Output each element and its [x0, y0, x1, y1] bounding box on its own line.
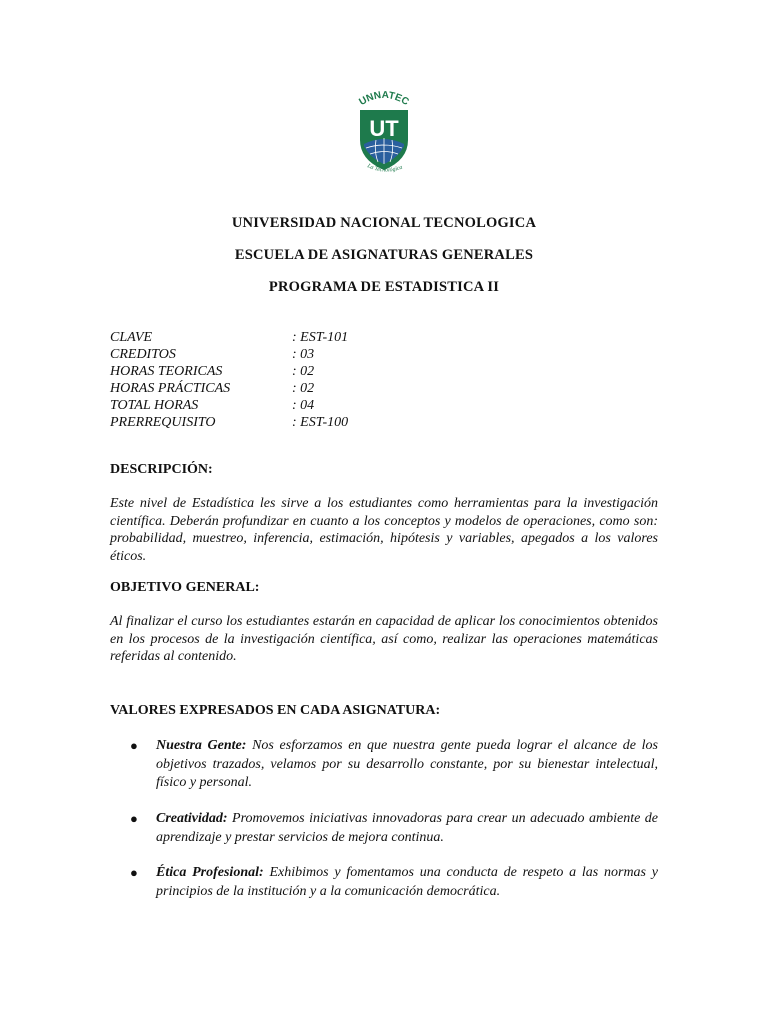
info-label: CREDITOS — [110, 347, 176, 362]
info-value: : EST-101 — [292, 330, 349, 345]
list-item — [130, 737, 658, 793]
info-row — [110, 363, 348, 380]
info-label: TOTAL HORAS — [110, 398, 199, 413]
list-item-text — [156, 737, 658, 793]
list-item — [130, 864, 658, 901]
info-label: CLAVE — [110, 330, 153, 345]
list-item — [130, 810, 658, 847]
info-label: HORAS TEORICAS — [110, 364, 223, 379]
objective-heading: OBJETIVO GENERAL: — [110, 580, 260, 595]
info-row — [110, 346, 348, 363]
bullet-icon: ● — [130, 865, 138, 880]
bullet-icon: ● — [130, 811, 138, 826]
info-value: : 02 — [292, 364, 315, 379]
list-item-text — [156, 864, 658, 901]
list-item-text — [156, 810, 658, 847]
logo-emblem: UT — [369, 116, 399, 141]
info-value: : 03 — [292, 347, 315, 362]
info-value: : 04 — [292, 398, 315, 413]
value-description: Exhibimos y fomentamos una conducta de respeto a las normas y principios de la institución y a la comunicación democrática. — [156, 865, 659, 899]
value-name: Creatividad: — [156, 811, 228, 826]
value-description: Nos esforzamos en que nuestra gente pueda lograr el alcance de los objetivos trazados, velamos por su desarrollo constante, por su bienestar intelectual, físico y personal. — [156, 738, 658, 790]
school-title: ESCUELA DE ASIGNATURAS GENERALES — [234, 247, 534, 263]
info-label: PRERREQUISITO — [110, 415, 216, 430]
description-heading: DESCRIPCIÓN: — [110, 462, 213, 477]
info-value: : EST-100 — [292, 415, 349, 430]
values-heading: VALORES EXPRESADOS EN CADA ASIGNATURA: — [110, 703, 441, 718]
value-description: Promovemos iniciativas innovadoras para crear un adecuado ambiente de aprendizaje y prestar servicios de mejora continua. — [156, 811, 658, 845]
course-info-table — [110, 329, 348, 431]
value-name: Nuestra Gente: — [156, 738, 247, 753]
info-label: HORAS PRÁCTICAS — [110, 381, 231, 396]
info-row — [110, 329, 348, 346]
info-row — [110, 380, 348, 397]
info-row — [110, 414, 348, 431]
info-value: : 02 — [292, 381, 315, 396]
university-logo — [352, 86, 416, 182]
university-title: UNIVERSIDAD NACIONAL TECNOLOGICA — [231, 215, 537, 231]
objective-text: Al finalizar el curso los estudiantes estarán en capacidad de aplicar los conocimientos obtenidos en los procesos de la investigación científica, así como, realizar las operaciones matemáticas referidas al contenido. — [110, 614, 658, 664]
logo-arc-text: UNNATEC — [357, 89, 411, 109]
value-name: Ética Profesional: — [156, 865, 264, 880]
logo-tagline: La Tecnológica — [366, 163, 404, 174]
description-text: Este nivel de Estadística les sirve a los estudiantes como herramientas para la investigación científica. Deberán profundizar en cuanto a los conceptos y modelos de operaciones, como son: probabilidad, muestreo, inferencia, estimación, hipótesis y variables, apegados a los valores éticos. — [110, 496, 658, 564]
info-row — [110, 397, 348, 414]
program-title: PROGRAMA DE ESTADISTICA II — [268, 279, 500, 295]
bullet-icon: ● — [130, 738, 138, 753]
